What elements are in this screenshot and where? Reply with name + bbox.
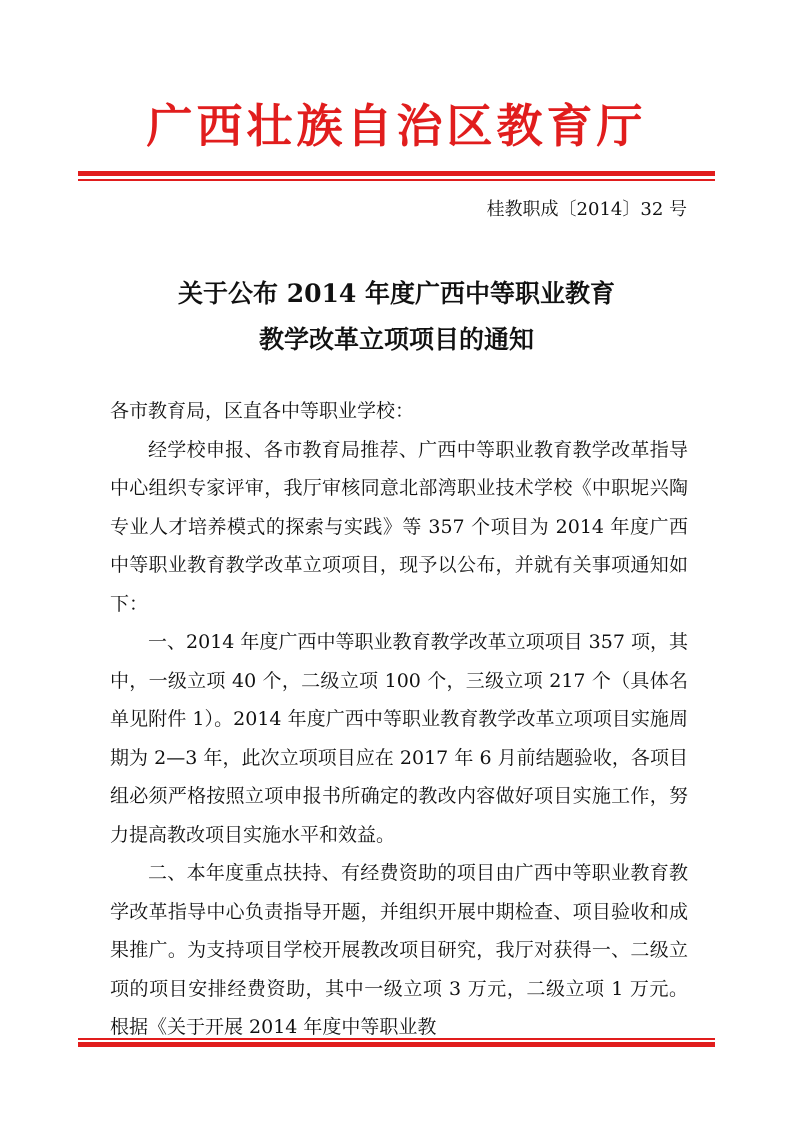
- document-number: 桂教职成〔2014〕32 号: [486, 199, 687, 220]
- header-red-rule-thick: [78, 171, 715, 176]
- header-red-rule-thin: [78, 179, 715, 181]
- footer-red-rule-thin: [78, 1038, 715, 1040]
- body-paragraph-3: 二、本年度重点扶持、有经费资助的项目由广西中等职业教育教学改革指导中心负责指导开题，并组织开展中期检查、项目验收和成果推广。为支持项目学校开展教改项目研究，我厅对获得一、二级立项的项目安排经费资助，其中一级立项 3 万元，二级立项 1 万元。根据《关于开展 2014 年度中等职业教: [110, 862, 688, 1038]
- issuer-masthead: 广西壮族自治区教育厅: [146, 99, 647, 153]
- body-paragraph-2: 一、2014 年度广西中等职业教育教学改革立项项目 357 项，其中，一级立项 40 个，二级立项 100 个，三级立项 217 个（具体名单见附件 1）。2014 年度广西中等职业教育教学改革立项项目实施周期为 2—3 年，此次立项项目应在 2017 年 6 月前结题验收，各项目组必须严格按照立项申报书所确定的教改内容做好项目实施工作，努力提高教改项目实施水平和效益。: [110, 631, 688, 846]
- body-paragraph-1: 经学校申报、各市教育局推荐、广西中等职业教育教学改革指导中心组织专家评审，我厅审核同意北部湾职业技术学校《中职坭兴陶专业人才培养模式的探索与实践》等 357 个项目为 2014 年度广西中等职业教育教学改革立项项目，现予以公布，并就有关事项通知如下：: [110, 438, 688, 615]
- footer-red-rule-thick: [78, 1042, 715, 1047]
- salutation: 各市教育局，区直各中等职业学校：: [110, 400, 415, 422]
- document-title-line-2: 教学改革立项项目的通知: [258, 325, 534, 354]
- document-body: [110, 392, 688, 1047]
- document-title-line-1: 关于公布 2014 年度广西中等职业教育: [178, 279, 615, 308]
